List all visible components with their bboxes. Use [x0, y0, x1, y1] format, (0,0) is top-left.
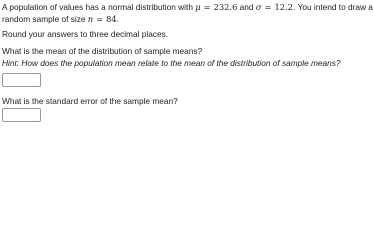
question-2-text: What is the standard error of the sample mean?: [2, 96, 178, 106]
sigma-value: 12.2: [274, 2, 293, 12]
equals-sign: =: [264, 2, 272, 12]
problem-statement-line-2: [2, 14, 119, 25]
problem-text: A population of values has a normal distribution with: [2, 2, 196, 12]
sigma-symbol: σ: [255, 2, 262, 12]
problem-text: . You intend to draw a: [292, 2, 373, 12]
hint-label: Hint:: [2, 58, 20, 68]
mu-symbol: μ: [195, 2, 201, 12]
answer-2-input[interactable]: [2, 108, 41, 122]
hint-text: How does the population mean relate to the mean of the distribution of sample means?: [19, 58, 341, 68]
problem-statement-line-1: [2, 2, 373, 13]
problem-text: .: [116, 14, 119, 24]
answer-1-input[interactable]: [2, 73, 41, 87]
n-value: 84: [106, 14, 117, 24]
n-symbol: n: [87, 14, 94, 24]
equals-sign: =: [203, 2, 211, 12]
question-1-hint: [2, 58, 341, 69]
conjunction-text: and: [237, 2, 256, 12]
problem-text: random sample of size: [2, 14, 88, 24]
mu-value: 232.6: [213, 2, 238, 12]
question-1-text: What is the mean of the distribution of sample means?: [2, 46, 203, 56]
equals-sign: =: [96, 14, 104, 24]
rounding-instructions: Round your answers to three decimal places.: [2, 29, 169, 39]
